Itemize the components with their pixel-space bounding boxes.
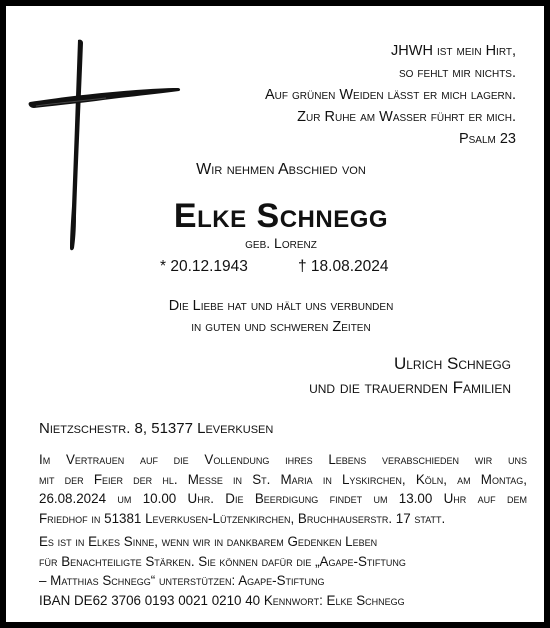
- psalm-line: Auf grünen Weiden lässt er mich lagern.: [264, 87, 516, 103]
- death-date: † 18.08.2024: [298, 258, 389, 275]
- birth-name: geb. Lorenz: [245, 235, 317, 251]
- service-line: Im Vertrauen auf die Vollendung ihres Lebens verabschieden wir uns: [39, 452, 527, 467]
- donation-line: Es ist in Elkes Sinne, wenn wir in dankbarem Gedenken Leben: [39, 534, 378, 549]
- mourner-name: Ulrich Schnegg: [393, 354, 511, 373]
- saying-line: Die Liebe hat und hält uns verbunden: [168, 298, 394, 314]
- psalm-line: so fehlt mir nichts.: [398, 65, 516, 81]
- service-line: 26.08.2024 um 10.00 Uhr. Die Beerdigung findet um 13.00 Uhr auf dem: [39, 491, 527, 506]
- address: Nietzschestr. 8, 51377 Leverkusen: [39, 420, 274, 437]
- psalm-line: JHWH ist mein Hirt,: [391, 43, 516, 59]
- birth-date: * 20.12.1943: [160, 258, 248, 275]
- service-line: mit der Feier der hl. Messe in St. Maria in Lyskirchen, Köln, am Montag,: [39, 471, 527, 487]
- donation-line: – Matthias Schnegg“ unterstützen: Agape-Stiftung: [39, 573, 325, 588]
- saying-line: in guten und schweren Zeiten: [191, 319, 371, 335]
- intro-text: Wir nehmen Abschied von: [196, 161, 366, 178]
- service-details: [39, 450, 527, 528]
- service-line: Friedhof in 51381 Leverkusen-Lützenkirchen, Bruchhauserstr. 17 statt.: [39, 510, 446, 526]
- deceased-name: Elke Schnegg: [173, 197, 389, 235]
- donation-line: IBAN DE62 3706 0193 0021 0210 40 Kennwort: Elke Schnegg: [39, 592, 405, 608]
- psalm-quote: [265, 40, 516, 150]
- psalm-reference: Psalm 23: [458, 131, 516, 147]
- donation-line: für Benachteiligte Stärken. Sie können dafür die „Agape-Stiftung: [39, 553, 406, 569]
- donation-details: [39, 532, 527, 610]
- psalm-line: Zur Ruhe am Wasser führt er mich.: [297, 109, 516, 125]
- memorial-saying: [6, 296, 550, 338]
- mourner-family: und die trauernden Familien: [309, 378, 511, 397]
- mourners: [309, 352, 511, 400]
